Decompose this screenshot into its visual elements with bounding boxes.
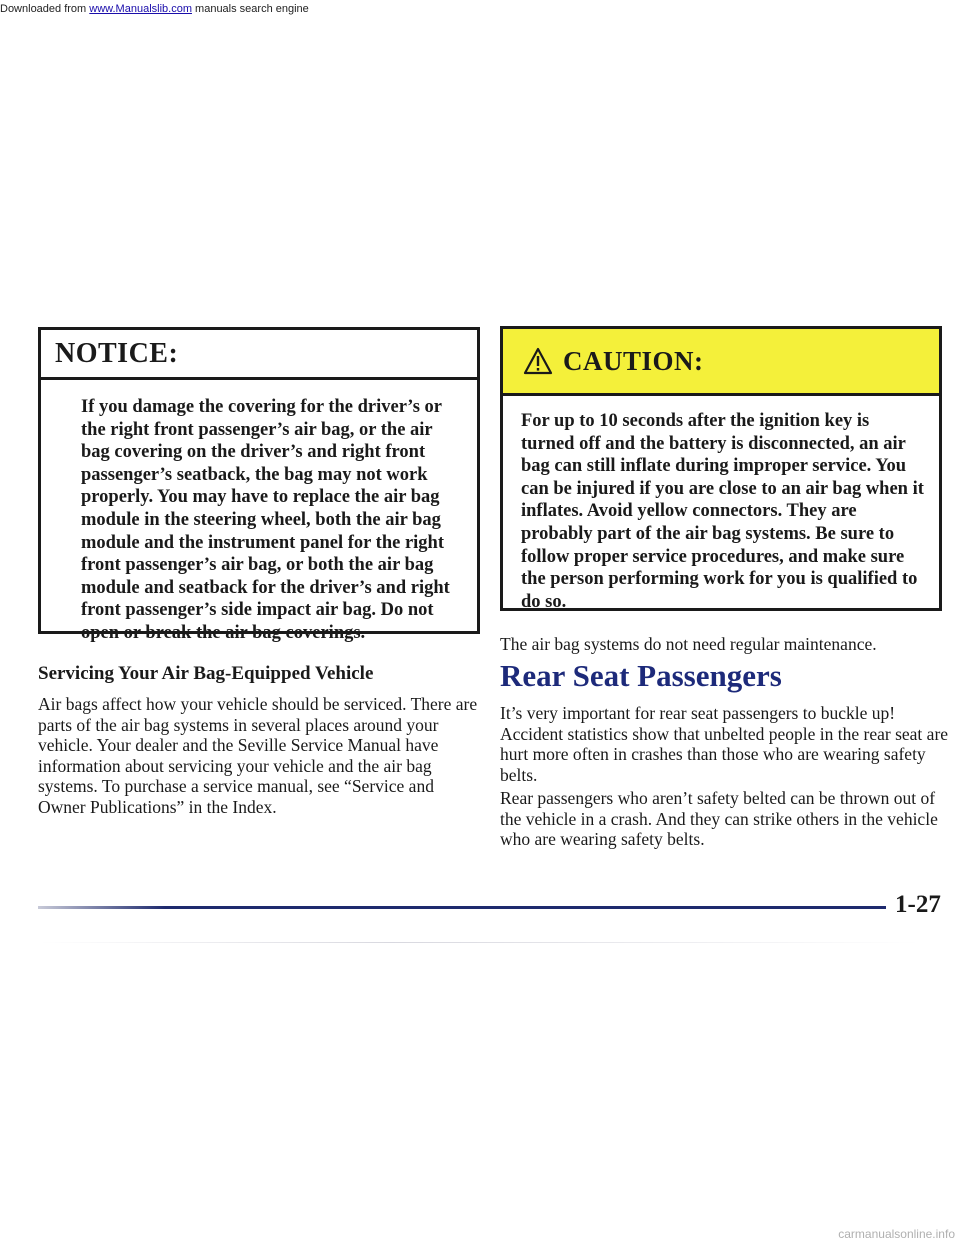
- maintenance-note: The air bag systems do not need regular maintenance.: [500, 634, 877, 654]
- servicing-subheading: Servicing Your Air Bag-Equipped Vehicle: [38, 663, 374, 684]
- rear-seat-paragraph-1: It’s very important for rear seat passengers to buckle up! Accident statistics show that unbelted people in the rear seat are hurt more often in crashes than those who are wearing safety belts.: [500, 703, 949, 785]
- notice-box: [38, 327, 480, 643]
- caution-title: CAUTION:: [563, 345, 704, 376]
- notice-title: NOTICE:: [41, 330, 477, 380]
- caution-body: For up to 10 seconds after the ignition key is turned off and the battery is disconnected, an air bag can still inflate during improper service. You can be injured if you are close to an air bag when it inflates. Avoid yellow connectors. They are probably part of the air bag systems. Be sure to follow proper service procedures, and make sure the person performing work for you is qualified to do so.: [521, 411, 924, 612]
- servicing-paragraph: Air bags affect how your vehicle should be serviced. There are parts of the air bag systems in several places around your vehicle. Your dealer and the Seville Service Manual have information about servicing your vehicle and the air bag systems. To purchase a service manual, see “Service and Owner Publications” in the Index.: [38, 694, 478, 817]
- manualslib-link[interactable]: www.Manualslib.com: [89, 3, 192, 15]
- scan-artifact-line: [40, 942, 920, 943]
- section-title-rear-seat: Rear Seat Passengers: [500, 658, 782, 693]
- page-number: 1-27: [895, 891, 941, 918]
- caution-box: [500, 326, 942, 611]
- banner-suffix: manuals search engine: [191, 3, 309, 15]
- footer-rule: [38, 906, 886, 909]
- warning-triangle-icon: [523, 347, 553, 375]
- banner-prefix: Downloaded from: [0, 3, 90, 15]
- notice-body: If you damage the covering for the driver’s or the right front passenger’s air bag, or the air bag covering on the driver’s and right front passenger’s seatback, the bag may not work properly. You may have to replace the air bag module in the steering wheel, both the air bag module and the instrument panel for the right front passenger’s air bag, or both the air bag module and seatback for the driver’s and right front passenger’s side impact air bag. Do not open or break the air bag coverings.: [81, 397, 450, 643]
- caution-header: [503, 329, 939, 396]
- download-banner: [0, 0, 960, 18]
- rear-seat-paragraph-2: Rear passengers who aren’t safety belted can be thrown out of the vehicle in a crash. And they can strike others in the vehicle who are wearing safety belts.: [500, 788, 938, 849]
- watermark: carmanualsonline.info: [838, 1227, 955, 1241]
